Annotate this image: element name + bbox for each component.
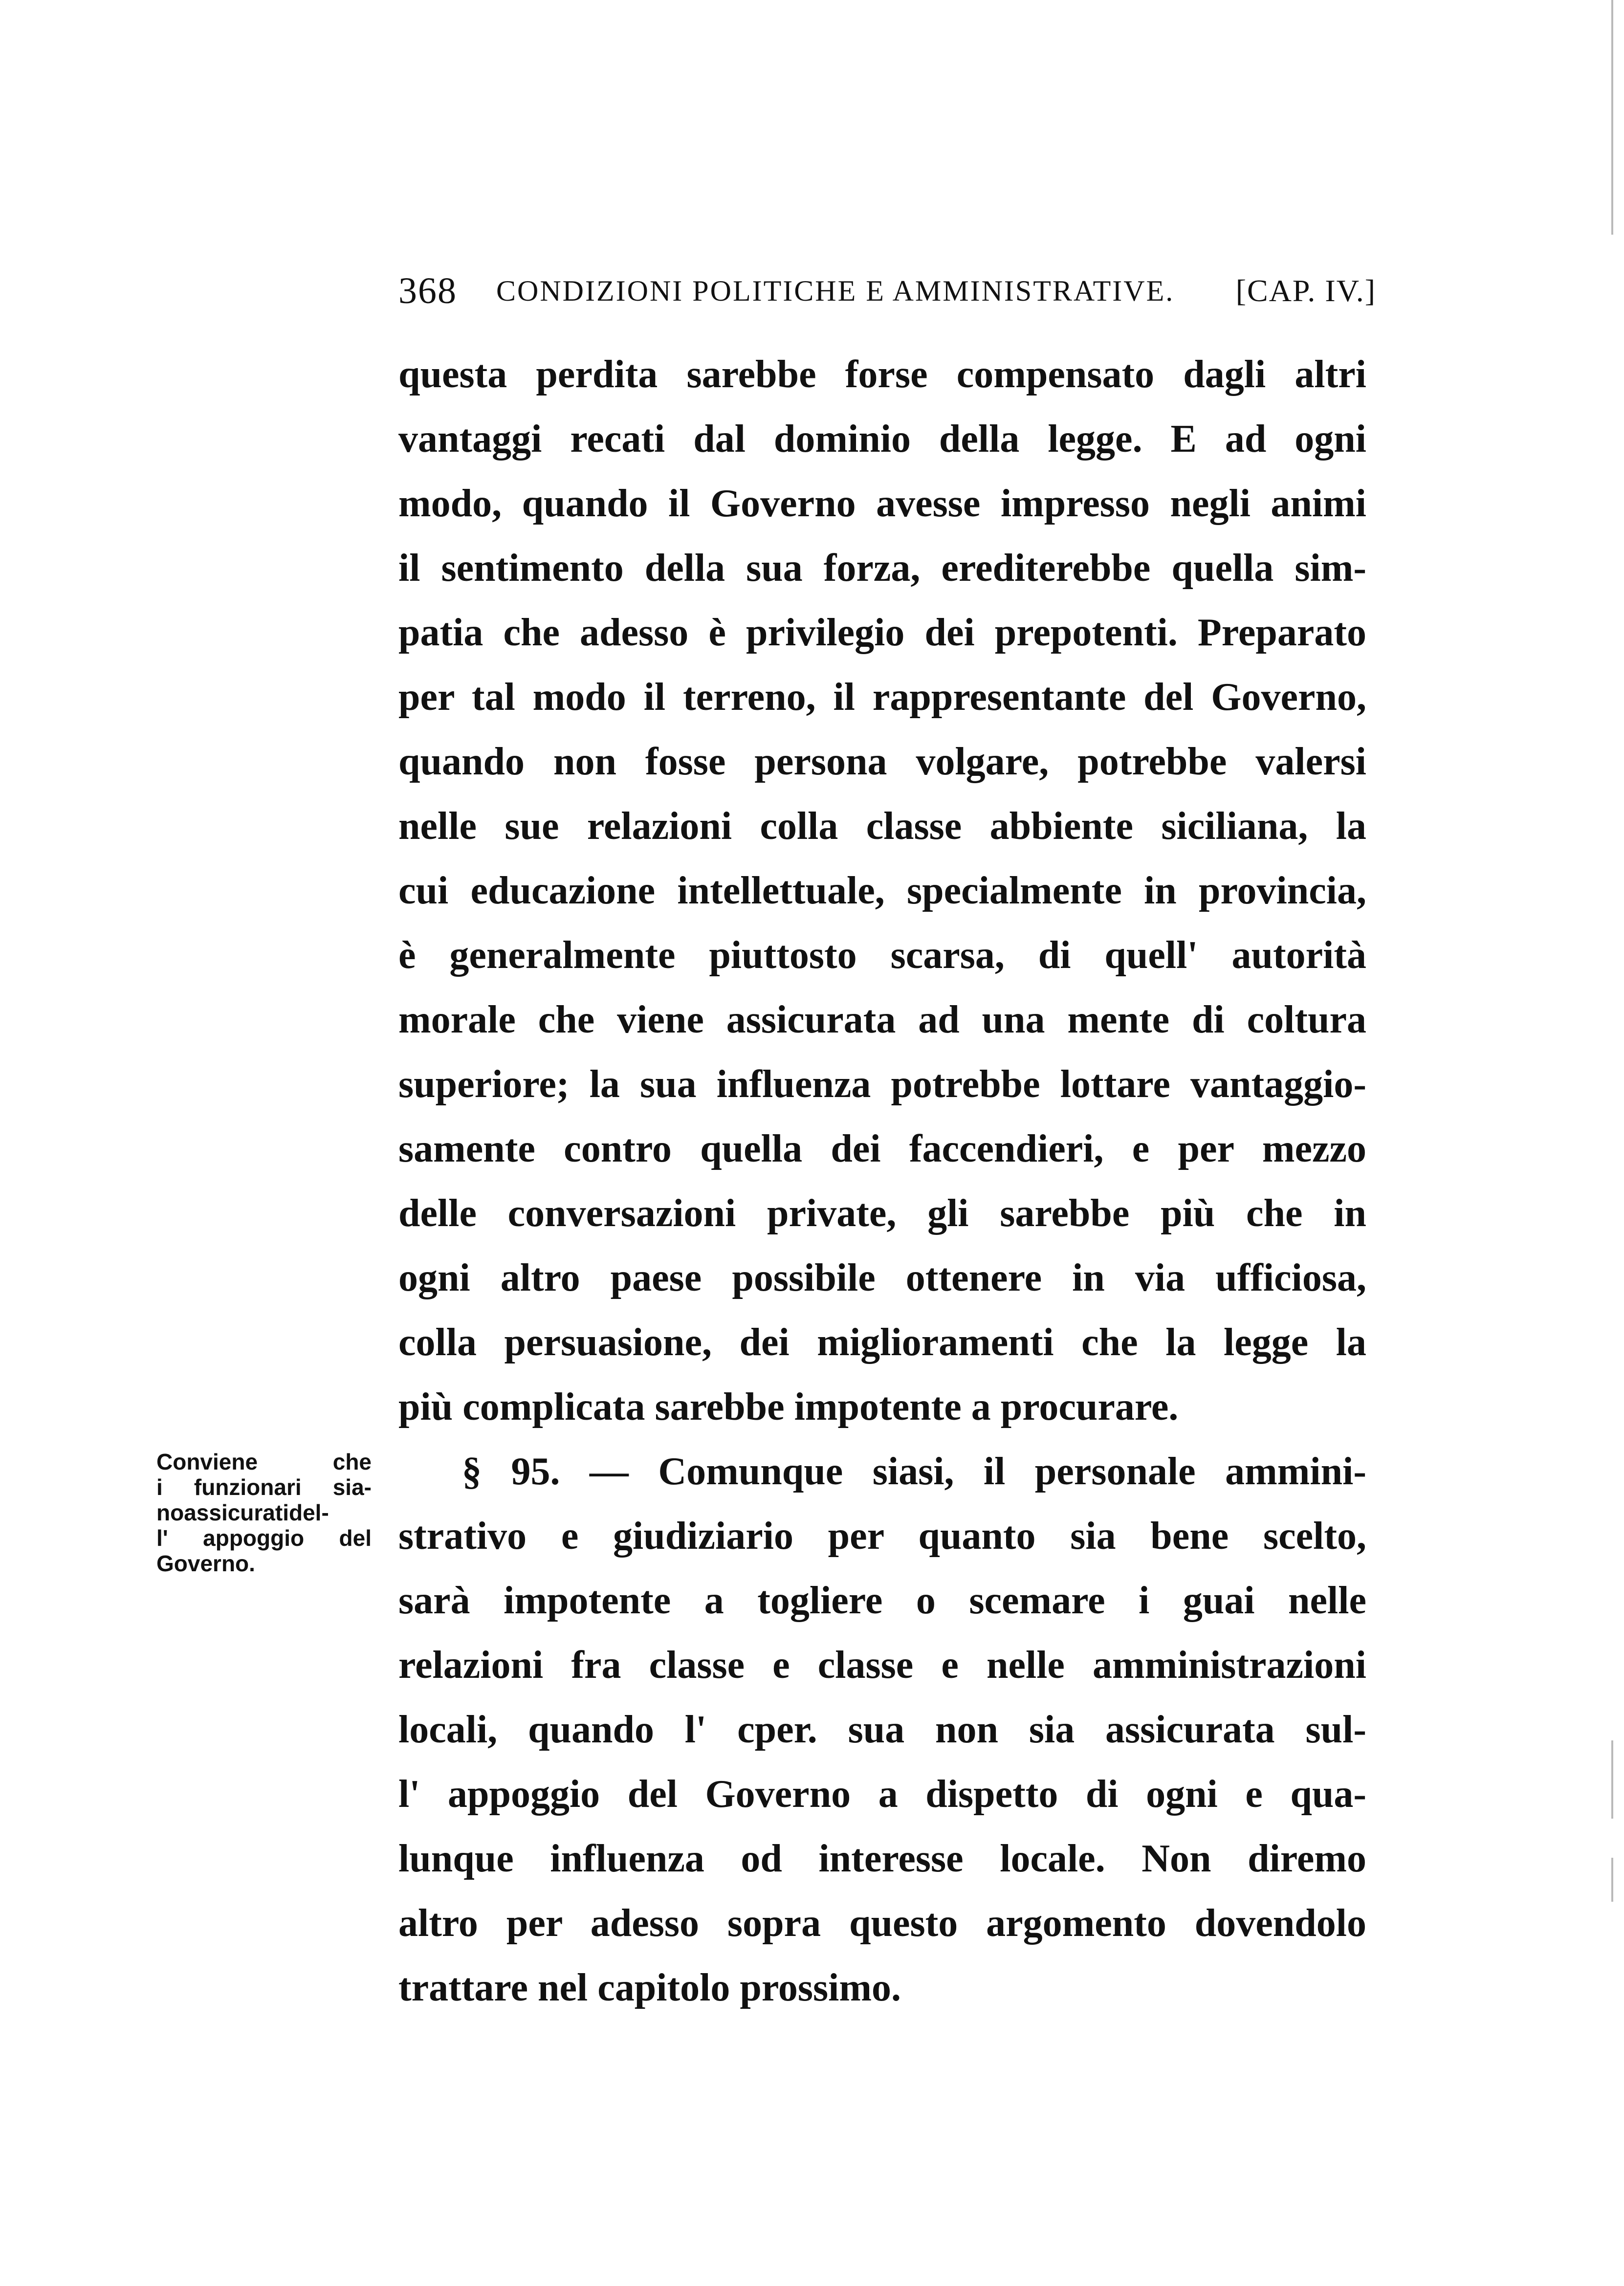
text-line: locali, quando l' cper. sua non sia assicurata sul- [398,1708,1366,1751]
marginal-note-line: i funzionari sia- [156,1474,372,1500]
marginal-note-line: Conviene che [156,1449,372,1474]
text-line: altro per adesso sopra questo argomento dovendolo [398,1902,1366,1945]
text-line: nelle sue relazioni colla classe abbiente siciliana, la [398,805,1366,848]
text-line: strativo e giudiziario per quanto sia bene scelto, [398,1515,1366,1558]
text-line: delle conversazioni private, gli sarebbe più che in [398,1192,1366,1235]
text-line: l' appoggio del Governo a dispetto di ogni e qua- [398,1773,1366,1816]
marginal-note-line: noassicuratidel- [156,1500,329,1525]
text-line: cui educazione intellettuale, specialmente in provincia, [398,869,1366,912]
text-line: modo, quando il Governo avesse impresso negli animi [398,482,1366,525]
text-line: più complicata sarebbe impotente a procurare. [398,1385,1179,1429]
text-line: per tal modo il terreno, il rappresentante del Governo, [398,676,1366,719]
scan-edge-mark [1611,0,1613,235]
marginal-note [156,1450,372,1577]
body-text [398,342,1366,2020]
text-line: morale che viene assicurata ad una mente di coltura [398,998,1366,1041]
text-line: questa perdita sarebbe forse compensato dagli altri [398,353,1366,396]
marginal-note-line: l' appoggio del [156,1525,372,1551]
header-title: CONDIZIONI POLITICHE E AMMINISTRATIVE. [496,275,1175,307]
scan-edge-mark [1611,1858,1613,1902]
scan-edge-mark [1611,1740,1613,1819]
text-line: quando non fosse persona volgare, potrebbe valersi [398,740,1366,783]
text-line: il sentimento della sua forza, erediterebbe quella sim- [398,547,1366,590]
page-number: 368 [398,270,457,311]
text-line: lunque influenza od interesse locale. Non diremo [398,1837,1366,1880]
text-line: relazioni fra classe e classe e nelle amministrazioni [398,1644,1366,1687]
running-head [398,264,1376,318]
chapter-label: [CAP. IV.] [1235,273,1376,308]
section-95-heading-line: § 95. — Comunque siasi, il personale ammini- [462,1450,1366,1493]
text-line: ogni altro paese possibile ottenere in via ufficiosa, [398,1256,1366,1299]
text-line: colla persuasione, dei miglioramenti che la legge la [398,1321,1366,1364]
text-line: sarà impotente a togliere o scemare i guai nelle [398,1579,1366,1622]
marginal-note-line: Governo. [156,1551,255,1576]
text-line: samente contro quella dei faccendieri, e per mezzo [398,1127,1366,1170]
text-line: vantaggi recati dal dominio della legge. E ad ogni [398,418,1366,461]
text-line: è generalmente piuttosto scarsa, di quell' autorità [398,934,1366,977]
text-line: trattare nel capitolo prossimo. [398,1966,901,2009]
text-line: patia che adesso è privilegio dei prepotenti. Preparato [398,611,1366,654]
text-line: superiore; la sua influenza potrebbe lottare vantaggio- [398,1063,1366,1106]
